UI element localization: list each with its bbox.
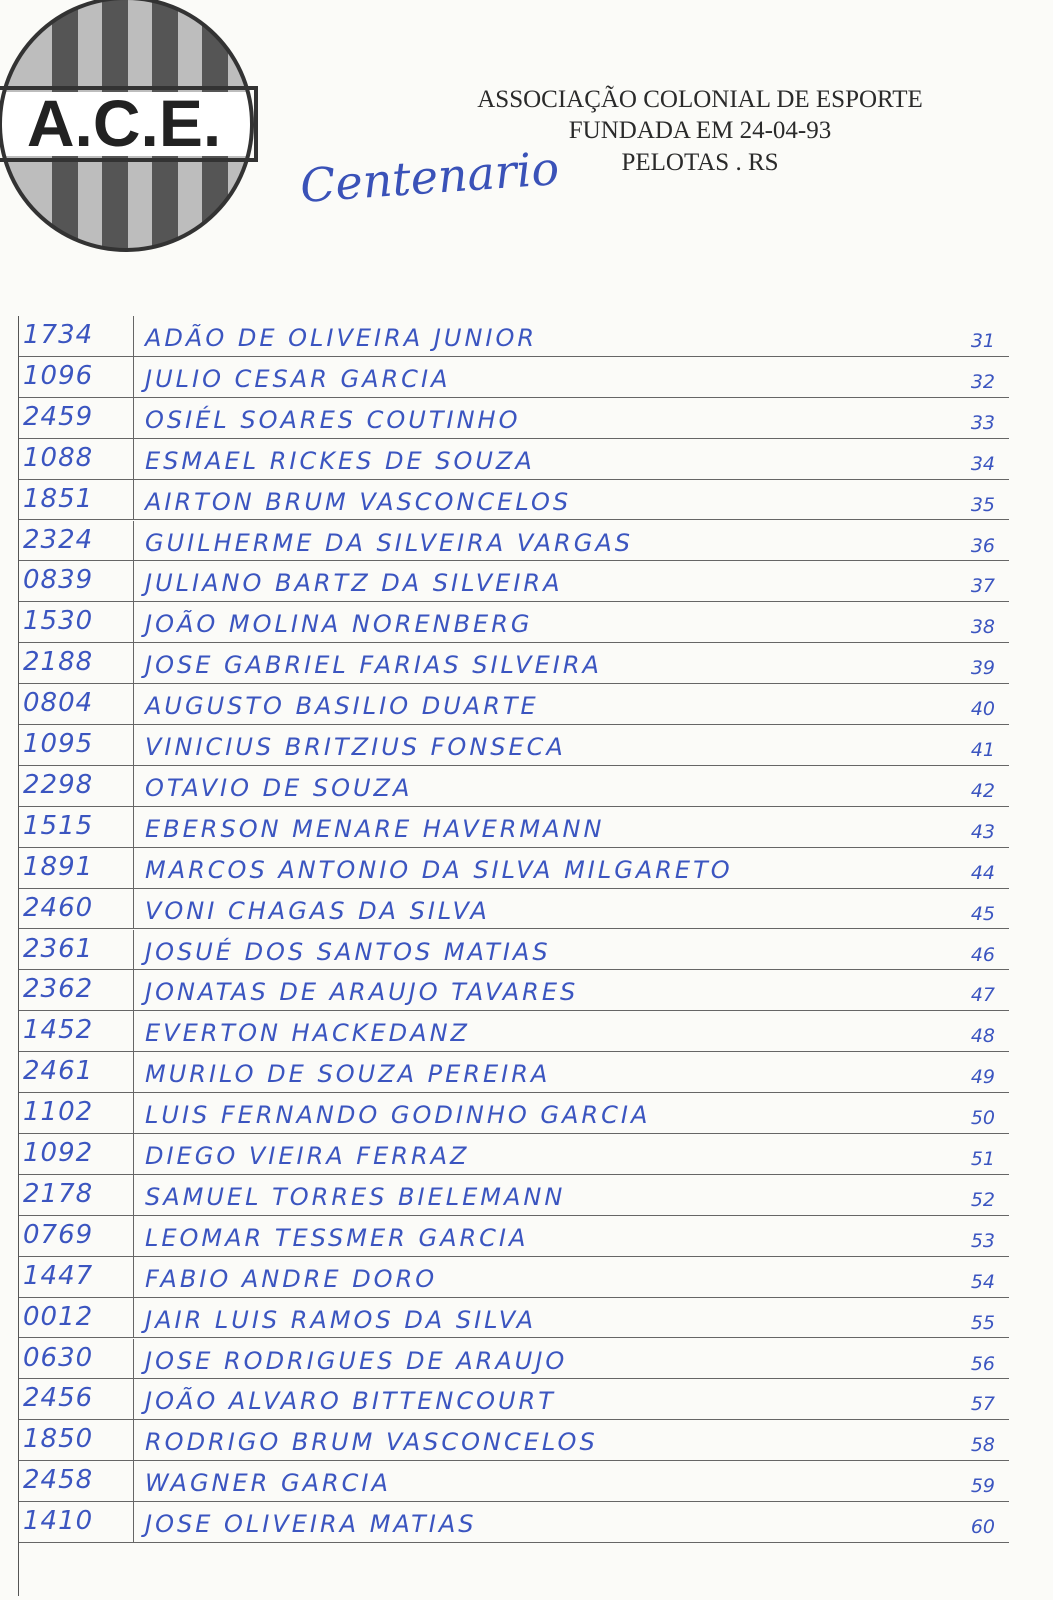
column-divider (133, 889, 134, 929)
roster-row (19, 848, 1009, 889)
row-sequence-number: 33 (970, 411, 995, 434)
member-name: ADÃO DE OLIVEIRA JUNIOR (145, 324, 538, 352)
column-divider (133, 1052, 134, 1092)
member-number: 2461 (23, 1056, 94, 1087)
roster-row (19, 807, 1009, 848)
column-divider (133, 1175, 134, 1215)
column-divider (133, 1502, 134, 1542)
row-sequence-number: 50 (970, 1107, 995, 1130)
column-divider (133, 848, 134, 888)
column-divider (133, 1257, 134, 1297)
member-name: JAIR LUIS RAMOS DA SILVA (145, 1305, 536, 1334)
roster-row (19, 930, 1009, 971)
column-divider (133, 930, 134, 970)
column-divider (133, 970, 134, 1010)
row-sequence-number: 60 (970, 1516, 995, 1539)
column-divider (133, 602, 134, 642)
roster-row (19, 1420, 1009, 1461)
member-number: 1734 (23, 320, 94, 350)
row-sequence-number: 42 (970, 779, 995, 802)
row-sequence-number: 46 (970, 943, 995, 966)
member-number: 2324 (23, 524, 94, 555)
roster-row (19, 521, 1009, 562)
member-name: AUGUSTO BASILIO DUARTE (145, 692, 539, 721)
member-number: 1096 (23, 360, 94, 391)
row-sequence-number: 58 (970, 1434, 995, 1457)
row-sequence-number: 51 (970, 1148, 995, 1170)
member-name: VINICIUS BRITZIUS FONSECA (145, 733, 566, 761)
member-number: 1102 (23, 1097, 94, 1128)
member-name: MARCOS ANTONIO DA SILVA MILGARETO (145, 855, 733, 884)
roster-row (19, 1175, 1009, 1216)
member-name: GUILHERME DA SILVEIRA VARGAS (145, 528, 633, 557)
member-number: 0012 (23, 1301, 94, 1332)
member-name: JOSE OLIVEIRA MATIAS (145, 1510, 477, 1539)
row-sequence-number: 36 (970, 534, 995, 557)
row-sequence-number: 49 (970, 1066, 995, 1089)
column-divider (133, 643, 134, 683)
roster-row (19, 1461, 1009, 1502)
member-number: 0769 (23, 1219, 94, 1250)
column-divider (133, 1461, 134, 1501)
row-sequence-number: 45 (970, 902, 995, 925)
column-divider (133, 439, 134, 479)
member-number: 2362 (23, 974, 94, 1005)
association-name: ASSOCIAÇÃO COLONIAL DE ESPORTE (477, 86, 923, 113)
roster-row (19, 1052, 1009, 1093)
row-sequence-number: 44 (970, 861, 995, 884)
row-sequence-number: 59 (970, 1475, 995, 1498)
row-sequence-number: 37 (970, 575, 995, 598)
logo-text: A.C.E. (26, 86, 222, 160)
row-sequence-number: 55 (970, 1311, 995, 1334)
column-divider (133, 1298, 134, 1338)
member-number: 0839 (23, 565, 94, 596)
member-name: WAGNER GARCIA (145, 1469, 391, 1498)
column-divider (133, 725, 134, 765)
row-sequence-number: 39 (970, 657, 995, 680)
roster-row (19, 1134, 1009, 1175)
member-number: 1447 (23, 1260, 94, 1291)
roster-row (19, 889, 1009, 930)
member-name: JONATAS DE ARAUJO TAVARES (145, 978, 579, 1007)
column-divider (133, 1093, 134, 1133)
member-number: 1891 (23, 851, 94, 882)
roster-row (19, 1093, 1009, 1134)
member-number: 1088 (23, 442, 94, 473)
member-name: JOÃO MOLINA NORENBERG (145, 610, 533, 639)
row-sequence-number: 48 (970, 1025, 995, 1048)
column-divider (133, 316, 134, 356)
member-number: 2460 (23, 892, 94, 923)
member-name: LEOMAR TESSMER GARCIA (145, 1223, 529, 1252)
roster-row (19, 1379, 1009, 1420)
roster-row (19, 643, 1009, 684)
member-name: JOSE RODRIGUES DE ARAUJO (145, 1346, 568, 1375)
handwritten-title: Centenario (298, 141, 561, 213)
column-divider (133, 398, 134, 438)
row-sequence-number: 35 (970, 493, 995, 516)
member-name: RODRIGO BRUM VASCONCELOS (145, 1428, 598, 1457)
row-sequence-number: 32 (970, 370, 995, 393)
roster-row (19, 1339, 1009, 1380)
member-number: 2459 (23, 401, 94, 432)
row-sequence-number: 47 (970, 984, 995, 1007)
column-divider (133, 684, 134, 724)
member-number: 1410 (23, 1506, 94, 1537)
column-divider (133, 357, 134, 397)
row-sequence-number: 41 (970, 739, 995, 761)
column-divider (133, 521, 134, 561)
column-divider (133, 766, 134, 806)
member-name: OSIÉL SOARES COUTINHO (145, 405, 521, 434)
column-divider (133, 561, 134, 601)
member-number: 2456 (23, 1383, 94, 1414)
roster-table (18, 316, 1009, 1596)
member-name: AIRTON BRUM VASCONCELOS (145, 487, 572, 516)
member-number: 1095 (23, 729, 94, 759)
member-name: JULIO CESAR GARCIA (145, 364, 451, 393)
member-number: 2361 (23, 933, 94, 964)
member-name: LUIS FERNANDO GODINHO GARCIA (145, 1101, 651, 1130)
member-name: MURILO DE SOUZA PEREIRA (145, 1060, 551, 1089)
roster-row (19, 561, 1009, 602)
roster-row (19, 398, 1009, 439)
column-divider (133, 1379, 134, 1419)
column-divider (133, 1216, 134, 1256)
member-number: 2178 (23, 1178, 94, 1209)
roster-row (19, 480, 1009, 521)
row-sequence-number: 34 (970, 452, 995, 475)
roster-row (19, 684, 1009, 725)
member-number: 1530 (23, 606, 94, 637)
member-name: JOÃO ALVARO BITTENCOURT (145, 1387, 556, 1416)
row-sequence-number: 40 (970, 698, 995, 721)
roster-row (19, 970, 1009, 1011)
member-name: SAMUEL TORRES BIELEMANN (145, 1182, 566, 1211)
member-name: JOSE GABRIEL FARIAS SILVEIRA (145, 651, 602, 680)
roster-row (19, 1502, 1009, 1543)
city-state: PELOTAS . RS (621, 148, 779, 176)
column-divider (133, 1420, 134, 1460)
member-number: 2188 (23, 647, 94, 678)
member-number: 2298 (23, 769, 94, 800)
roster-row (19, 602, 1009, 643)
roster-row (19, 1011, 1009, 1052)
member-name: JOSUÉ DOS SANTOS MATIAS (145, 937, 551, 966)
founding-date: FUNDADA EM 24-04-93 (568, 117, 832, 145)
roster-row (19, 725, 1009, 766)
column-divider (133, 1339, 134, 1379)
member-name: DIEGO VIEIRA FERRAZ (145, 1142, 470, 1170)
row-sequence-number: 38 (970, 616, 995, 639)
member-number: 2458 (23, 1465, 94, 1496)
roster-row (19, 766, 1009, 807)
column-divider (133, 1011, 134, 1051)
member-name: FABIO ANDRE DORO (145, 1264, 438, 1293)
roster-row (19, 439, 1009, 480)
row-sequence-number: 43 (970, 820, 995, 843)
member-number: 0804 (23, 688, 94, 719)
member-name: EVERTON HACKEDANZ (145, 1019, 470, 1048)
column-divider (133, 807, 134, 847)
member-name: ESMAEL RICKES DE SOUZA (145, 446, 535, 475)
column-divider (133, 480, 134, 520)
roster-row (19, 1216, 1009, 1257)
member-number: 1092 (23, 1138, 94, 1168)
member-number: 1515 (23, 810, 94, 841)
member-name: EBERSON MENARE HAVERMANN (145, 814, 605, 843)
roster-row (19, 1298, 1009, 1339)
row-sequence-number: 56 (970, 1352, 995, 1375)
row-sequence-number: 57 (970, 1393, 995, 1416)
column-divider (133, 1134, 134, 1174)
club-logo (0, 0, 260, 264)
row-sequence-number: 54 (970, 1270, 995, 1293)
member-name: OTAVIO DE SOUZA (145, 773, 413, 802)
member-name: JULIANO BARTZ DA SILVEIRA (145, 569, 563, 598)
row-sequence-number: 53 (970, 1229, 995, 1252)
roster-row (19, 1257, 1009, 1298)
member-number: 1452 (23, 1015, 94, 1046)
member-number: 1850 (23, 1424, 94, 1455)
roster-row (19, 357, 1009, 398)
member-name: VONI CHAGAS DA SILVA (145, 896, 490, 925)
member-number: 1851 (23, 483, 94, 514)
roster-row (19, 316, 1009, 357)
row-sequence-number: 31 (970, 330, 995, 352)
member-number: 0630 (23, 1342, 94, 1373)
row-sequence-number: 52 (970, 1188, 995, 1211)
